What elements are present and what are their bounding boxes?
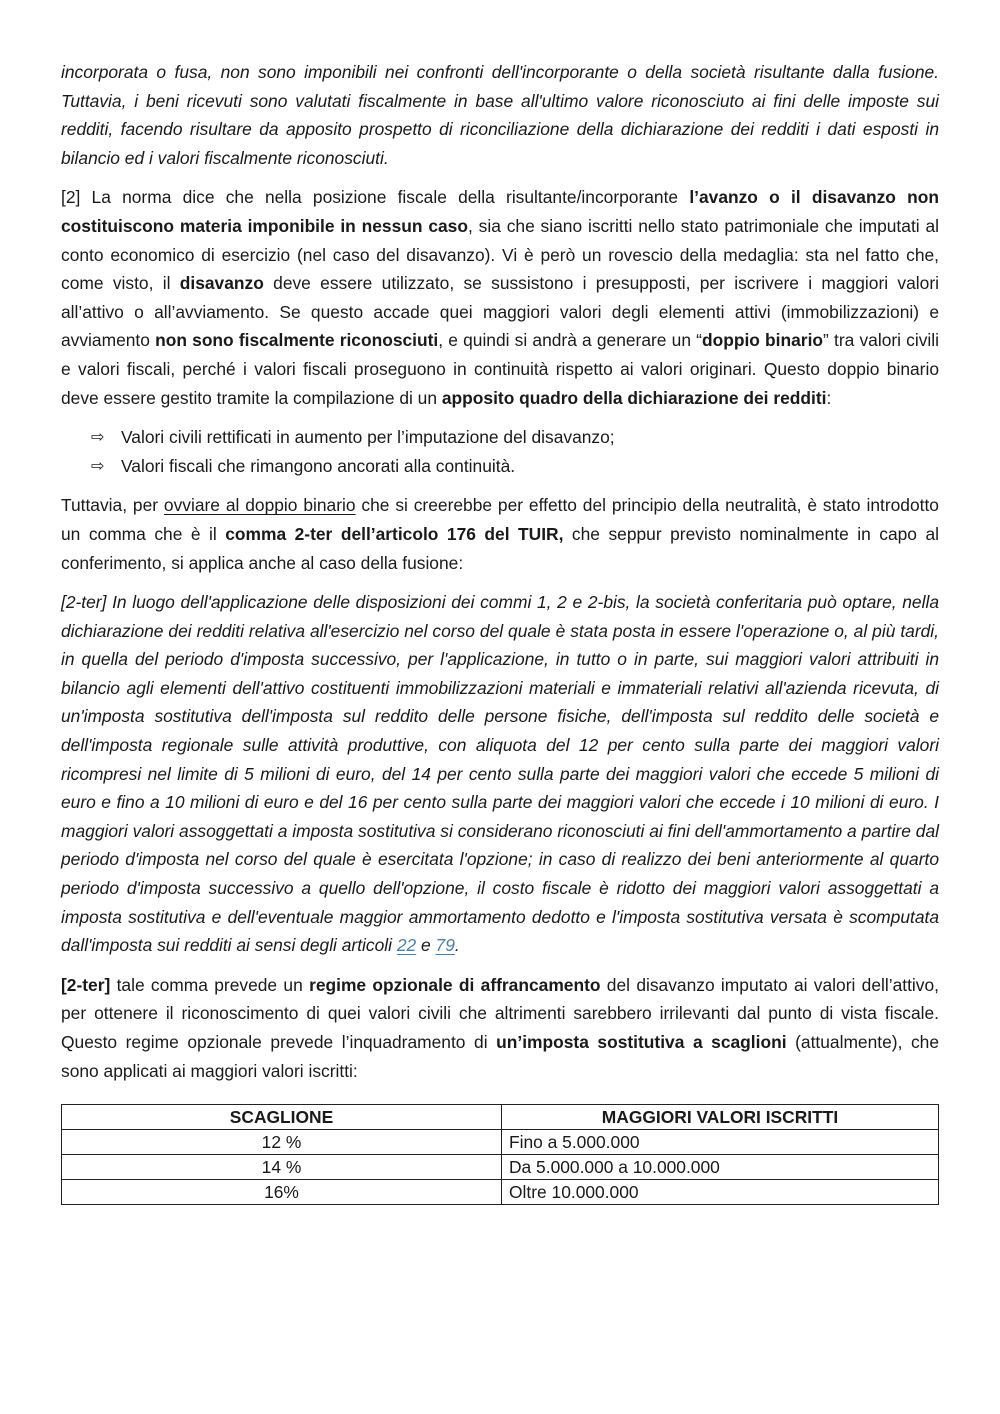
bold-run: comma 2-ter dell’articolo 176 del TUIR, (225, 523, 564, 544)
bold-run: apposito quadro della dichiarazione dei redditi (441, 387, 827, 408)
paragraph-fusion-intro (61, 58, 939, 172)
right-arrow-icon: ⇨ (91, 455, 105, 475)
table-cell-rate: 16% (62, 1180, 502, 1205)
text-run: tale comma prevede un (110, 974, 310, 995)
right-arrow-icon: ⇨ (91, 427, 105, 447)
list-item-text: Valori civili rettificati in aumento per l’imputazione del disavanzo; (121, 427, 615, 448)
paragraph-affrancamento (61, 971, 939, 1085)
text-run: [2-ter] In luogo dell'applicazione delle disposizioni dei commi 1, 2 e 2-bis, la società conferitaria può optare, nella dichiarazione dei redditi relativa all'esercizio nel corso del quale è stata posta in essere l'operazione o, al più tardi, in quella del periodo d'imposta successivo, per l'applicazione, in tutto o in parte, sui maggiori valori attribuiti in bilancio agli elementi dell'attivo costituenti immobilizzazioni materiali e immateriali relativi all'azienda ricevuta, di un'imposta sostitutiva dell'imposta sul reddito delle persone fisiche, dell'imposta sul reddito delle società e dell'imposta regionale sulle attività produttive, con aliquota del 12 per cento sulla parte dei maggiori valori ricompresi nel limite di 5 milioni di euro, del 14 per cento sulla parte dei maggiori valori che eccede 5 milioni di euro e fino a 10 milioni di euro e del 16 per cento sulla parte dei maggiori valori che eccede i 10 milioni di euro. I maggiori valori assoggettati a imposta sostitutiva si considerano riconosciuti ai fini dell'ammortamento a partire dal periodo d'imposta nel corso del quale è esercitata l'opzione; in caso di realizzo dei beni anteriormente al quarto periodo d'imposta successivo a quello dell'opzione, il costo fiscale è ridotto dei maggiori valori assoggettati a imposta sostitutiva e dell'eventuale maggior ammortamento dedotto e l'imposta sostitutiva versata è scomputata dall'imposta sui redditi ai sensi degli articoli (61, 592, 939, 956)
list-item (91, 452, 939, 481)
bold-run: regime opzionale di affrancamento (309, 974, 601, 995)
paragraph-law-quote (61, 588, 939, 960)
document-page (61, 58, 939, 1205)
text-run: e (416, 935, 436, 956)
article-22-link[interactable]: 22 (396, 935, 417, 956)
arrow-list (61, 423, 939, 480)
list-item-text: Valori fiscali che rimangono ancorati alla continuità. (121, 455, 516, 476)
table-row (62, 1130, 939, 1155)
text-run: che seppur previsto nominalmente in capo al conferimento, si applica anche al caso della fusione: (61, 523, 939, 573)
table-row (62, 1155, 939, 1180)
text-run: del disavanzo imputato ai valori dell’attivo, per ottenere il riconoscimento di quei valori civili che altrimenti sarebbero irrilevanti dal punto di vista fiscale. Questo regime opzionale prevede l’inquadramento di (61, 974, 939, 1052)
header-scaglione: SCAGLIONE (62, 1105, 502, 1130)
bold-run: disavanzo (179, 273, 264, 294)
bold-run: l’avanzo o il disavanzo non costituiscono materia imponibile in nessun caso (61, 187, 939, 236)
table-row (62, 1180, 939, 1205)
text-run: [2] La norma dice che nella posizione fiscale della risultante/incorporante (61, 187, 690, 208)
article-79-link[interactable]: 79 (435, 935, 455, 956)
bold-run: un’imposta sostitutiva a scaglioni (496, 1032, 787, 1052)
paragraph-comma-2ter-intro (61, 491, 939, 577)
bold-run: doppio binario (701, 330, 824, 351)
table-cell-range: Fino a 5.000.000 (502, 1130, 939, 1155)
table-cell-rate: 12 % (62, 1130, 502, 1155)
paragraph-avanzo-disavanzo (61, 183, 939, 412)
header-maggiori-valori: MAGGIORI VALORI ISCRITTI (502, 1105, 939, 1130)
table-cell-rate: 14 % (62, 1155, 502, 1180)
underlined-run: ovviare al doppio binario (163, 495, 356, 516)
list-item (91, 423, 939, 452)
text-run: Tuttavia, per (61, 495, 164, 516)
table-cell-range: Da 5.000.000 a 10.000.000 (502, 1155, 939, 1180)
text-run: (attualmente), che sono applicati ai maggiori valori iscritti: (61, 1032, 939, 1081)
table-header-row (62, 1105, 939, 1130)
text-run: ” tra valori civili e valori fiscali, perché i valori fiscali proseguono in continuità rispetto ai valori originari. Questo doppio binario deve essere gestito tramite la compilazione di un (61, 330, 940, 408)
text-run: deve essere utilizzato, se sussistono i presupposti, per iscrivere i maggiori valori all’attivo o all’avviamento. Se questo accade quei maggiori valori degli elementi attivi (immobilizzazioni) e avviamento (61, 273, 939, 351)
table-cell-range: Oltre 10.000.000 (502, 1180, 939, 1205)
text-run: , sia che siano iscritti nello stato patrimoniale che imputati al conto economico di esercizio (nel caso del disavanzo). Vi è però un rovescio della medaglia: sta nel fatto che, come visto, il (61, 215, 939, 294)
bold-run: non sono fiscalmente riconosciuti (155, 330, 439, 351)
text-run: : (826, 387, 832, 408)
text-run: , e quindi si andrà a generare un “ (438, 330, 702, 351)
paragraph-text: incorporata o fusa, non sono imponibili nei confronti dell'incorporante o della società risultante dalla fusione. Tuttavia, i beni ricevuti sono valutati fiscalmente in base all'ultimo valore riconosciuto ai fini delle imposte sui redditi, facendo risultare da apposito prospetto di riconciliazione della dichiarazione dei redditi i dati esposti in bilancio ed i valori fiscalmente riconosciuti. (61, 62, 939, 168)
bold-run: [2-ter] (61, 974, 111, 995)
text-run: . (454, 935, 460, 956)
scaglioni-table (61, 1104, 939, 1205)
text-run: che si creerebbe per effetto del principio della neutralità, è stato introdotto un comma che è il (61, 495, 939, 544)
